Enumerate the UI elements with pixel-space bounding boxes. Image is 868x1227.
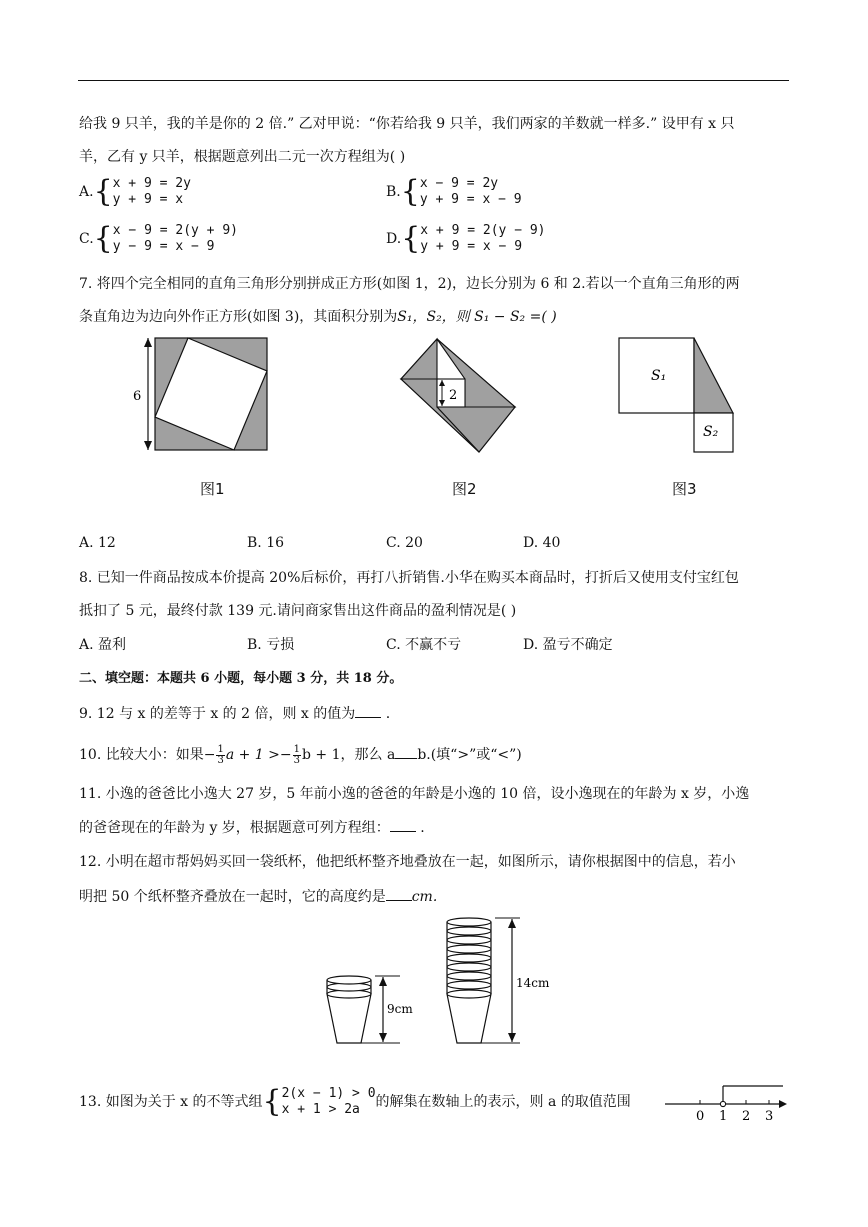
q11-end: . — [420, 820, 425, 836]
q12-text: 明把 50 个纸杯整齐叠放在一起时，它的高度约是 — [79, 889, 386, 905]
brace-icon: { — [262, 1084, 282, 1119]
tall-height-label: 14cm — [516, 976, 550, 990]
brace-icon: { — [93, 174, 113, 209]
q13 — [79, 1086, 631, 1118]
q6-line2: 羊，乙有 y 只羊，根据题意列出二元一次方程组为( ) — [79, 149, 406, 165]
cup-rim — [447, 972, 491, 980]
tall-cup-stack — [447, 918, 491, 1043]
figure-1 — [128, 335, 273, 455]
short-height-label: 9cm — [387, 1002, 413, 1016]
q7-line2-math: S₁，S₂，则 S₁ − S₂ =( ) — [397, 309, 557, 325]
q6-option-b[interactable] — [386, 176, 522, 208]
brace-icon: { — [400, 174, 420, 209]
frac-den: 3 — [217, 754, 224, 766]
q10-mid2: b + 1，那么 a — [302, 747, 396, 763]
q12-unit: cm. — [411, 889, 438, 905]
q10-mid1: a + 1 > — [225, 747, 280, 763]
q7-option-b[interactable]: B. 16 — [247, 535, 285, 551]
fig1-side-label: 6 — [133, 389, 142, 404]
cup-body — [447, 994, 491, 1043]
figure-3 — [615, 335, 740, 455]
q7-option-c[interactable]: C. 20 — [386, 535, 423, 551]
q9-end: . — [385, 706, 391, 722]
arrow-right-icon — [779, 1100, 787, 1108]
equation: y + 9 = x − 9 — [420, 239, 523, 254]
q11-text: 的爸爸现在的年龄为 y 岁，根据题意可列方程组： — [79, 820, 390, 836]
open-point — [720, 1101, 725, 1106]
q9 — [79, 703, 390, 724]
answer-blank[interactable] — [355, 703, 381, 718]
equation: x + 1 > 2a — [281, 1102, 360, 1117]
frac-den: 3 — [293, 754, 301, 766]
header-rule — [78, 80, 789, 81]
q6-line1: 给我 9 只羊，我的羊是你的 2 倍.” 乙对甲说：“你若给我 9 只羊，我们两家的羊数就一样多.” 设甲有 x 只 — [79, 116, 735, 132]
q12-line1: 12. 小明在超市帮妈妈买回一袋纸杯，他把纸杯整齐地叠放在一起，如图所示，请你根据图中的信息，若小 — [79, 854, 736, 870]
triangle-1 — [401, 339, 437, 379]
q10-pre: 10. 比较大小：如果 — [79, 747, 204, 763]
equation: y + 9 = x — [112, 192, 184, 207]
right-triangle — [694, 338, 733, 413]
fig2-caption: 图2 — [452, 480, 477, 498]
triangle-3 — [437, 407, 515, 452]
option-label: D. — [386, 231, 402, 247]
q7-option-a[interactable]: A. 12 — [79, 535, 116, 551]
cup-stacks-figure — [315, 910, 590, 1050]
equation: x − 9 = 2y — [419, 176, 499, 191]
q9-text: 9. 12 与 x 的差等于 x 的 2 倍，则 x 的值为 — [79, 706, 356, 722]
fig2-side-label: 2 — [449, 388, 458, 403]
q10: 10. 比较大小：如果− $\frac{1}{3}$ a + 1 >− $\frac{1}{3}$ b + 1，那么 a b.(填“>”或“<”) — [79, 743, 522, 766]
cup-rim — [447, 927, 491, 935]
arrow-down-icon — [144, 441, 152, 450]
brace-icon: { — [93, 221, 113, 256]
s1-label: S₁ — [651, 368, 667, 384]
fig3-caption: 图3 — [672, 480, 697, 498]
equation: x + 9 = 2(y − 9) — [420, 223, 546, 238]
tick-label: 2 — [742, 1109, 751, 1123]
equation: x + 9 = 2y — [112, 176, 191, 191]
q7-line2-text: 条直角边为边向外作正方形(如图 3)，其面积分别为 — [79, 309, 398, 325]
tick-label: 0 — [696, 1109, 705, 1123]
cup-rim — [447, 963, 491, 971]
cup-rim — [447, 918, 491, 926]
q8-option-c[interactable]: C. 不赢不亏 — [386, 637, 462, 653]
number-line — [665, 1078, 790, 1123]
fraction — [293, 745, 301, 766]
q12-line2 — [79, 886, 437, 907]
fraction — [216, 745, 224, 766]
q8-option-a[interactable]: A. 盈利 — [79, 637, 127, 653]
equation: y − 9 = x − 9 — [112, 239, 215, 254]
s2-label: S₂ — [703, 424, 719, 440]
q6-option-a[interactable] — [79, 176, 191, 208]
figure-2 — [395, 335, 525, 455]
q7-option-d[interactable]: D. 40 — [523, 535, 561, 551]
q11-line1: 11. 小逸的爸爸比小逸大 27 岁，5 年前小逸的爸爸的年龄是小逸的 10 倍，设小逸现在的年龄为 x 岁，小逸 — [79, 786, 750, 802]
section-heading: 二、填空题：本题共 6 小题，每小题 3 分，共 18 分。 — [79, 671, 403, 686]
option-label: B. — [386, 184, 401, 200]
q8-option-d[interactable]: D. 盈亏不确定 — [523, 637, 613, 653]
arrow-up-icon — [508, 919, 516, 928]
cup-rim — [447, 954, 491, 962]
equation: x − 9 = 2(y + 9) — [112, 223, 238, 238]
short-cup-stack — [327, 976, 371, 1043]
arrow-down-icon — [508, 1033, 516, 1042]
q6-option-d[interactable] — [386, 223, 546, 255]
brace-icon: { — [401, 221, 421, 256]
tick-label: 3 — [765, 1109, 774, 1123]
arrow-down-icon — [379, 1033, 387, 1042]
cup-rim — [447, 945, 491, 953]
equation: y + 9 = x − 9 — [419, 192, 522, 207]
cup-rim — [327, 976, 371, 984]
arrow-up-icon — [144, 338, 152, 347]
answer-blank[interactable] — [395, 744, 417, 759]
q11-line2 — [79, 817, 425, 838]
arrow-up-icon — [379, 977, 387, 986]
q13-pre: 13. 如图为关于 x 的不等式组 — [79, 1094, 263, 1110]
q8-line1: 8. 已知一件商品按成本价提高 20%后标价，再打八折销售.小华在购买本商品时，打折后又使用支付宝红包 — [79, 570, 739, 586]
q6-option-c[interactable] — [79, 223, 238, 255]
answer-blank[interactable] — [386, 886, 412, 901]
option-label: A. — [79, 184, 94, 200]
q7-line2 — [79, 307, 557, 327]
frac-num: 1 — [217, 743, 224, 755]
q8-option-b[interactable]: B. 亏损 — [247, 637, 295, 653]
q13-post: 的解集在数轴上的表示，则 a 的取值范围 — [375, 1094, 631, 1110]
cup-body — [327, 994, 371, 1043]
q8-line2: 抵扣了 5 元，最终付款 139 元.请问商家售出这件商品的盈利情况是( ) — [79, 603, 517, 619]
answer-blank[interactable] — [390, 817, 416, 832]
q7-line1: 7. 将四个完全相同的直角三角形分别拼成正方形(如图 1，2)，边长分别为 6 和 2.若以一个直角三角形的两 — [79, 276, 740, 292]
option-label: C. — [79, 231, 94, 247]
cup-rim — [447, 990, 491, 998]
cup-rim — [447, 981, 491, 989]
q10-post: b.(填“>”或“<”) — [417, 747, 522, 763]
cup-rim — [447, 936, 491, 944]
fig1-caption: 图1 — [200, 480, 225, 498]
tick-label: 1 — [719, 1109, 728, 1123]
equation: 2(x − 1) > 0 — [281, 1086, 376, 1101]
frac-num: 1 — [293, 743, 301, 755]
